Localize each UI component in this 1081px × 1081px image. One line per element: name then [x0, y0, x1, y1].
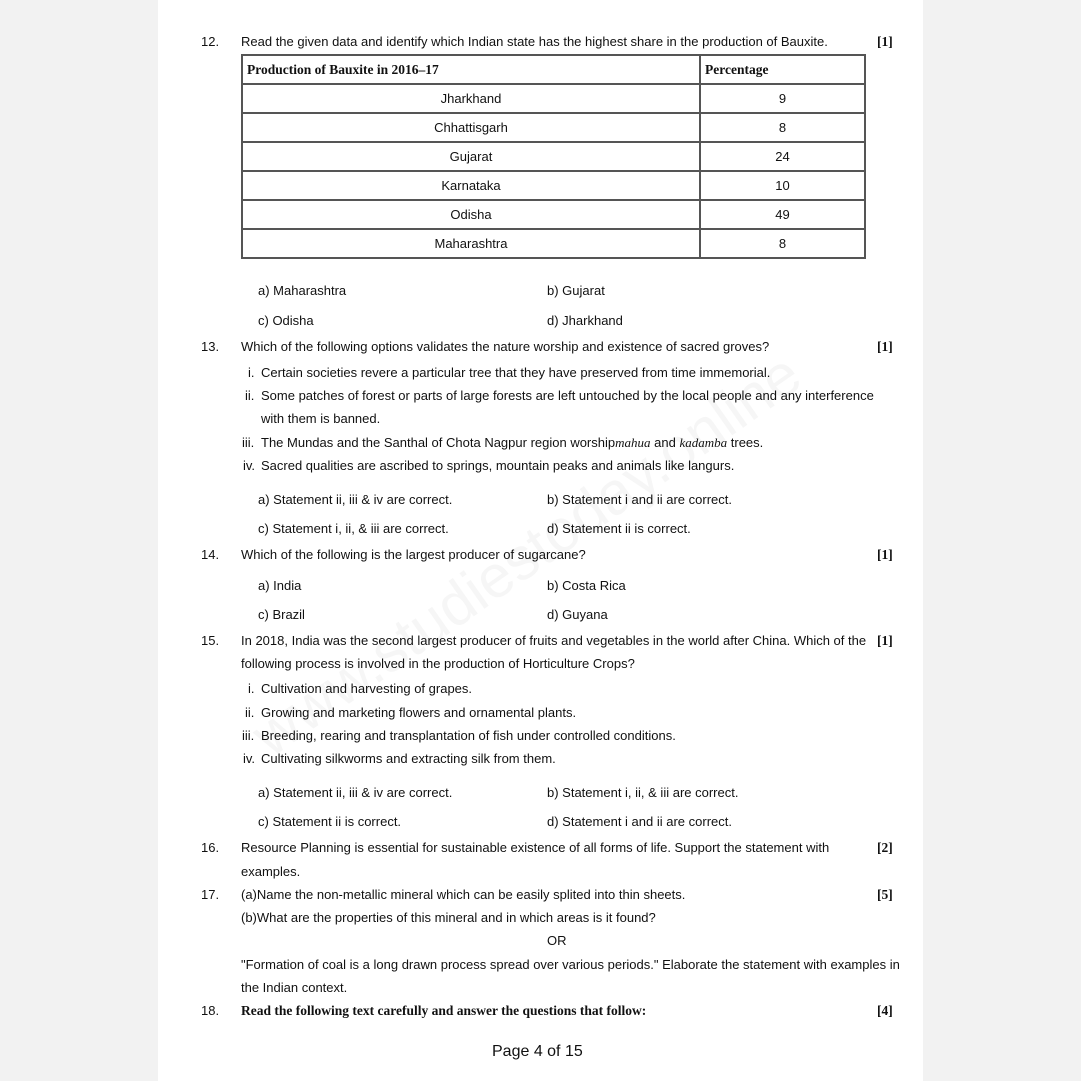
statement-text-continued: with them is banned. — [261, 411, 381, 426]
table-header: Percentage — [700, 55, 865, 84]
statement-text — [261, 435, 763, 451]
option-d[interactable]: d) Guyana — [547, 607, 608, 622]
table-cell: 49 — [700, 200, 865, 229]
or-separator: OR — [547, 933, 567, 948]
option-a[interactable]: a) Statement ii, iii & iv are correct. — [258, 492, 453, 507]
statement-number: iv. — [243, 458, 256, 473]
statement-number: iii. — [242, 728, 255, 743]
option-c[interactable]: c) Statement i, ii, & iii are correct. — [258, 521, 449, 536]
marks-label: [2] — [877, 840, 893, 855]
alternative-question: "Formation of coal is a long drawn process spread over various periods." Elaborate the statement with examples in — [241, 957, 900, 972]
question-number: 15. — [201, 633, 220, 648]
table-row — [242, 142, 865, 171]
question-number: 13. — [201, 339, 220, 354]
question-part-b: (b)What are the properties of this mineral and in which areas is it found? — [241, 910, 656, 925]
marks-label: [1] — [877, 339, 893, 354]
table-cell: Gujarat — [242, 142, 700, 171]
table-cell: Maharashtra — [242, 229, 700, 258]
question-text: Resource Planning is essential for sustainable existence of all forms of life. Support the statement with — [241, 840, 830, 855]
statement-number: i. — [248, 681, 255, 696]
table-cell: 8 — [700, 229, 865, 258]
statement-number: i. — [248, 365, 255, 380]
statement-number: ii. — [245, 388, 255, 403]
alternative-question-continued: the Indian context. — [241, 980, 348, 995]
option-d[interactable]: d) Jharkhand — [547, 313, 623, 328]
question-part-a: (a)Name the non-metallic mineral which can be easily splited into thin sheets. — [241, 887, 686, 902]
table-header: Production of Bauxite in 2016–17 — [242, 55, 700, 84]
question-number: 17. — [201, 887, 220, 902]
table-cell: Chhattisgarh — [242, 113, 700, 142]
statement-text: Growing and marketing flowers and ornamental plants. — [261, 705, 577, 720]
option-b[interactable]: b) Statement i, ii, & iii are correct. — [547, 785, 739, 800]
statement-text-part: and — [654, 435, 676, 450]
table-row — [242, 84, 865, 113]
option-a[interactable]: a) Statement ii, iii & iv are correct. — [258, 785, 453, 800]
statement-text: Some patches of forest or parts of large forests are left untouched by the local people and any interference — [261, 388, 874, 403]
bauxite-table — [241, 54, 866, 259]
marks-label: [5] — [877, 887, 893, 902]
table-cell: 10 — [700, 171, 865, 200]
question-number: 18. — [201, 1003, 220, 1018]
statement-text-part: trees. — [730, 435, 764, 450]
question-text: Read the given data and identify which Indian state has the highest share in the production of Bauxite. — [241, 34, 828, 49]
option-c[interactable]: c) Statement ii is correct. — [258, 814, 402, 829]
question-text-continued: examples. — [241, 864, 301, 879]
tree-name-mahua: mahua — [615, 435, 651, 450]
table-cell: Jharkhand — [242, 84, 700, 113]
option-d[interactable]: d) Statement ii is correct. — [547, 521, 691, 536]
statement-number: iv. — [243, 751, 256, 766]
table-cell: 8 — [700, 113, 865, 142]
question-text-continued: following process is involved in the production of Horticulture Crops? — [241, 656, 635, 671]
question-text: Read the following text carefully and answer the questions that follow: — [241, 1003, 647, 1018]
table-row — [242, 229, 865, 258]
option-c[interactable]: c) Brazil — [258, 607, 305, 622]
option-b[interactable]: b) Costa Rica — [547, 578, 626, 593]
statement-text: Breeding, rearing and transplantation of fish under controlled conditions. — [261, 728, 676, 743]
marks-label: [1] — [877, 633, 893, 648]
table-cell: Odisha — [242, 200, 700, 229]
question-number: 14. — [201, 547, 220, 562]
table-header-row — [242, 55, 865, 84]
table-row — [242, 171, 865, 200]
statement-text: Cultivating silkworms and extracting silk from them. — [261, 751, 556, 766]
question-number: 16. — [201, 840, 220, 855]
option-c[interactable]: c) Odisha — [258, 313, 314, 328]
option-b[interactable]: b) Statement i and ii are correct. — [547, 492, 732, 507]
table-cell: 24 — [700, 142, 865, 171]
question-text: In 2018, India was the second largest producer of fruits and vegetables in the world after China. Which of the — [241, 633, 867, 648]
page-number: Page 4 of 15 — [492, 1043, 583, 1060]
statement-number: iii. — [242, 435, 255, 450]
question-number: 12. — [201, 34, 220, 49]
question-text: Which of the following options validates the nature worship and existence of sacred groves? — [241, 339, 770, 354]
statement-text-part: The Mundas and the Santhal of Chota Nagpur region worship — [261, 435, 616, 450]
marks-label: [1] — [877, 34, 893, 49]
question-text: Which of the following is the largest producer of sugarcane? — [241, 547, 586, 562]
option-a[interactable]: a) Maharashtra — [258, 283, 347, 298]
table-row — [242, 113, 865, 142]
option-a[interactable]: a) India — [258, 578, 302, 593]
statement-number: ii. — [245, 705, 255, 720]
option-b[interactable]: b) Gujarat — [547, 283, 605, 298]
table-cell: Karnataka — [242, 171, 700, 200]
marks-label: [1] — [877, 547, 893, 562]
tree-name-kadamba: kadamba — [679, 435, 728, 450]
statement-text: Certain societies revere a particular tree that they have preserved from time immemorial. — [261, 365, 771, 380]
statement-text: Sacred qualities are ascribed to springs, mountain peaks and animals like langurs. — [261, 458, 735, 473]
table-row — [242, 200, 865, 229]
table-cell: 9 — [700, 84, 865, 113]
marks-label: [4] — [877, 1003, 893, 1018]
statement-text: Cultivation and harvesting of grapes. — [261, 681, 473, 696]
option-d[interactable]: d) Statement i and ii are correct. — [547, 814, 732, 829]
